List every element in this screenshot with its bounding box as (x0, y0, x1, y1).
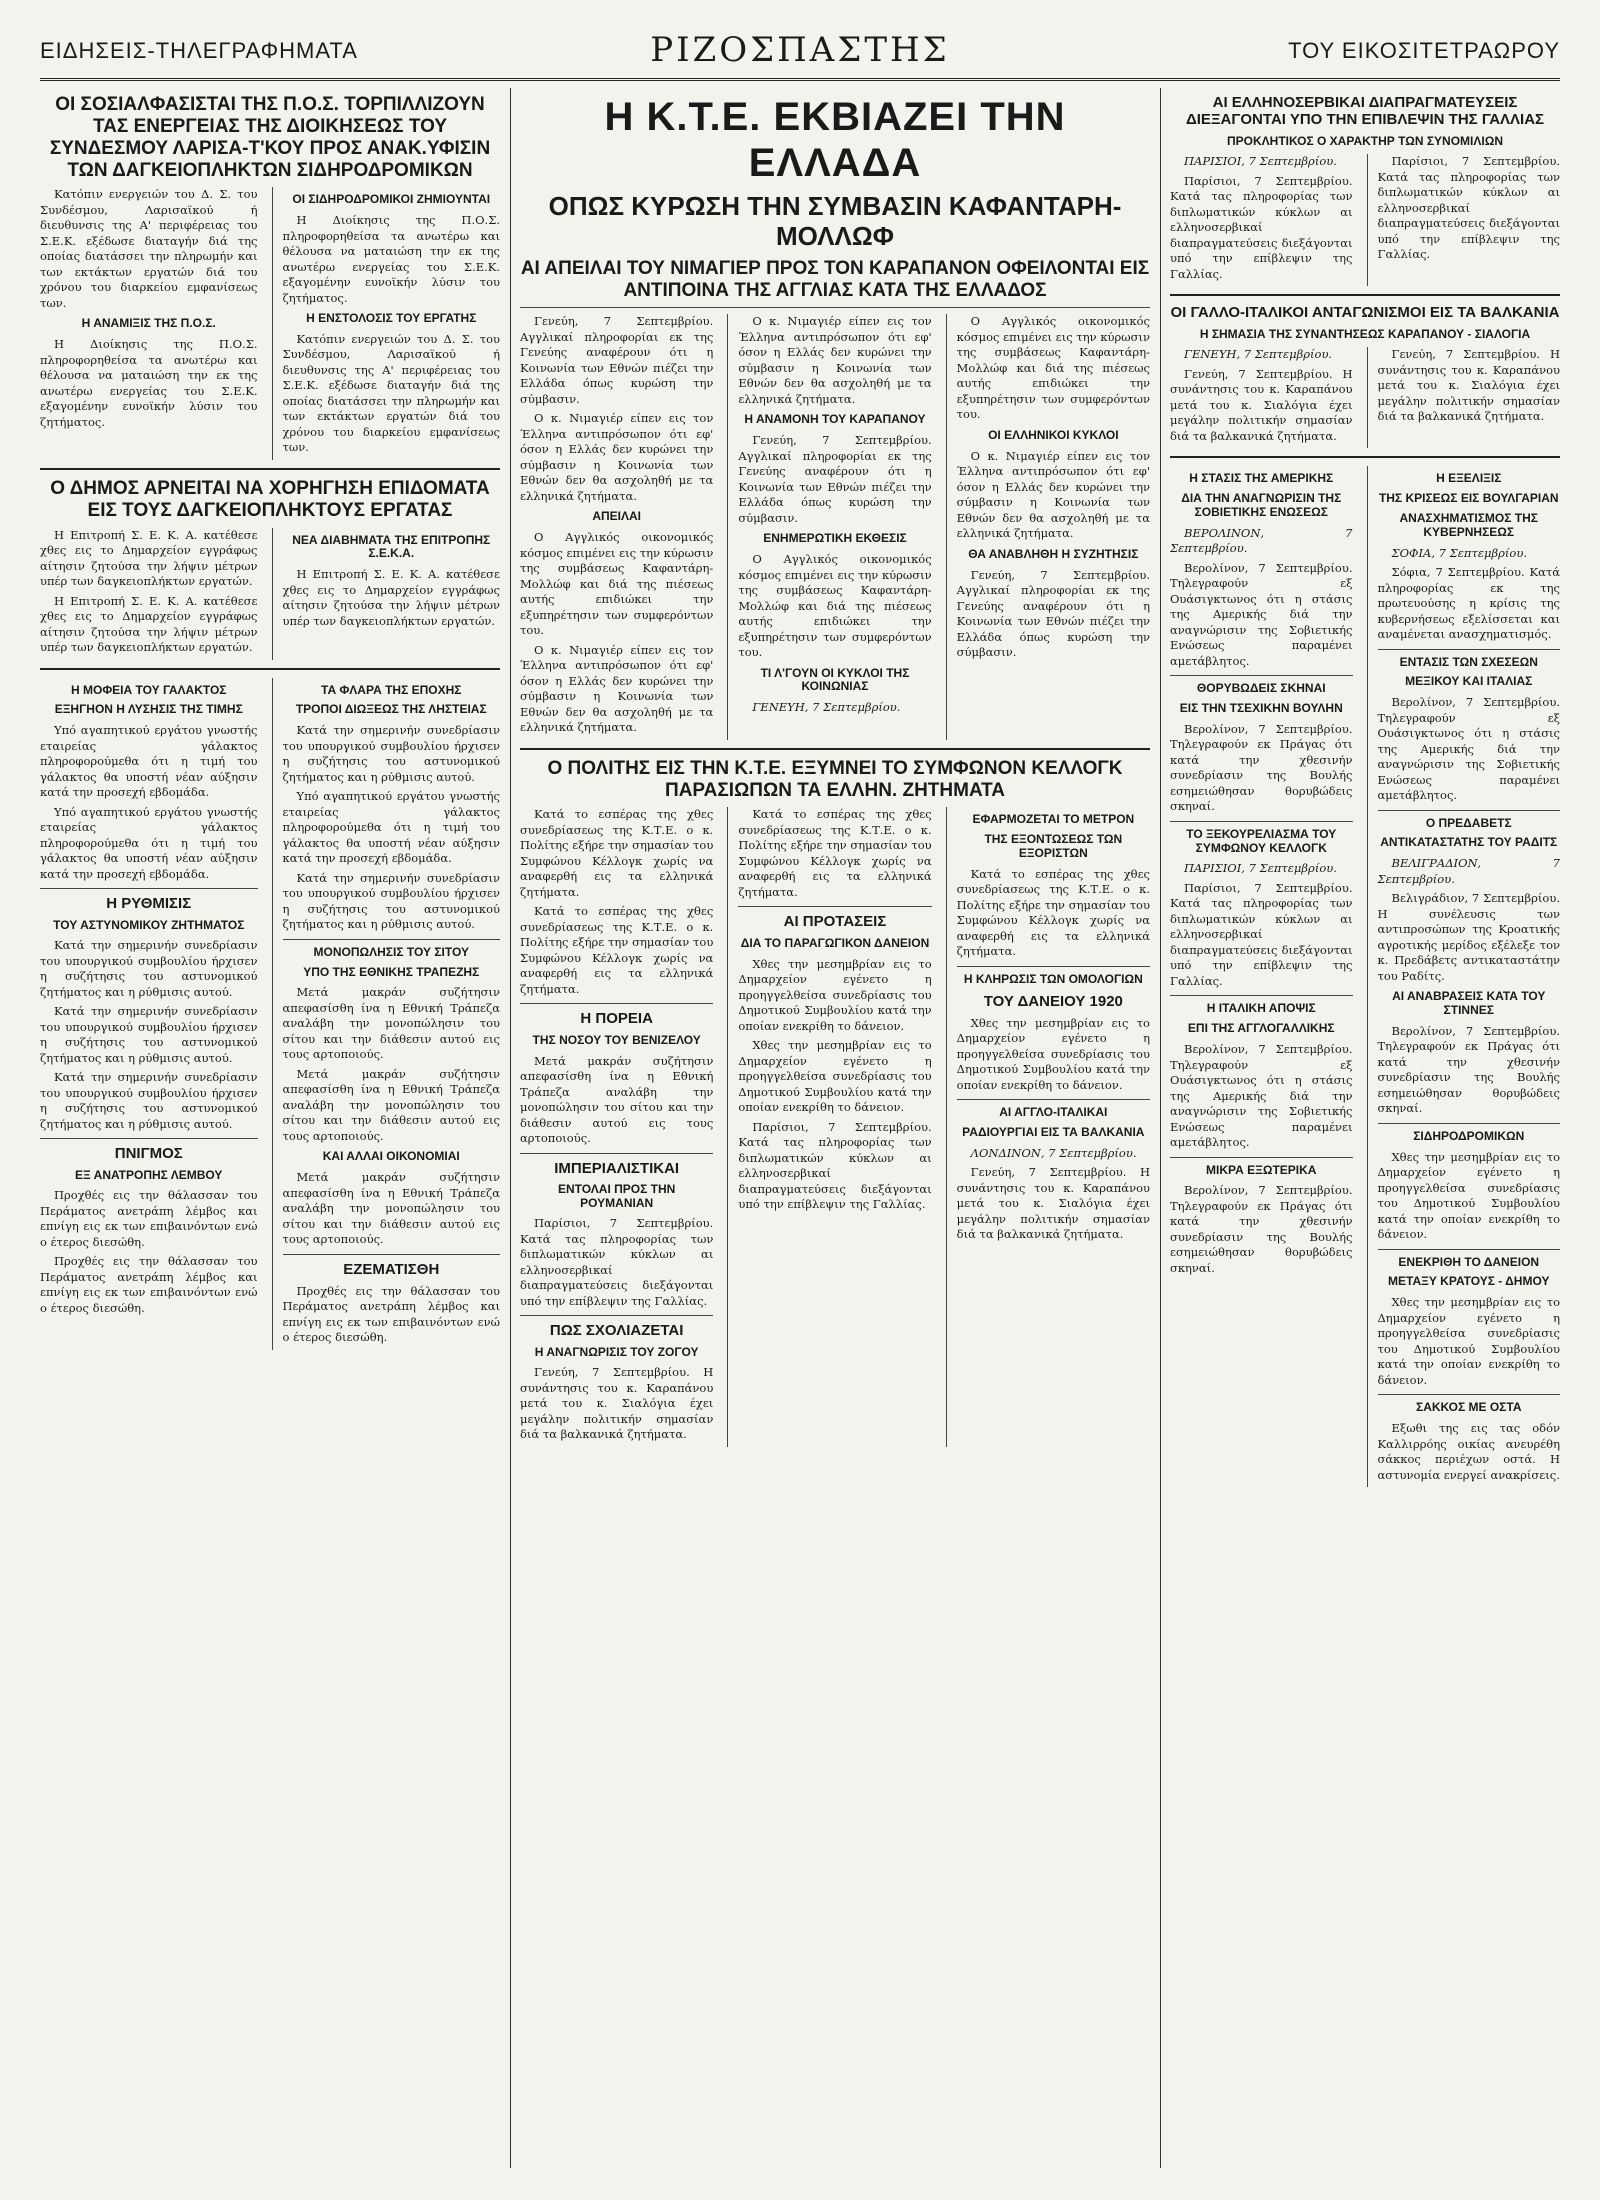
article-text: Ο Αγγλικός οικονομικός κόσμος επιμένει εις την κύρωσιν της συμβάσεως Καφαντάρη-Μολλώφ και διά της πιέσεως αυτής επιδιώκει την εξυπηρέτησιν των συμφερόντων του. (520, 530, 714, 638)
article-text: Χθες την μεσημβρίαν εις το Δημαρχείον εγένετο η προηγγελθείσα συνεδρίασις του Δημοτικού Συμβουλίου κατά την οποίαν ενεκρίθη το δάνειον. (1377, 1149, 1560, 1242)
article-headline: Η ΕΞΕΛΙΞΙΣ (1436, 471, 1502, 486)
section-label: ΕΙΔΗΣΕΙΣ-ΤΗΛΕΓΡΑΦΗΜΑΤΑ (40, 38, 358, 63)
article-headline: Ο ΔΗΜΟΣ ΑΡΝΕΙΤΑΙ ΝΑ ΧΟΡΗΓΗΣΗ ΕΠΙΔΟΜΑΤΑ ΕΙΣ ΤΟΥΣ ΔΑΓΚΕΙΟΠΛΗΚΤΟΥΣ ΕΡΓΑΤΑΣ (50, 477, 490, 521)
article-text: Γενεύη, 7 Σεπτεμβρίου. Η συνάντησις του κ. Καραπάνου μετά του κ. Σιαλόγια έχει μεγάλην πολιτικήν σημασίαν διά τα βαλκανικά ζητήματα. (956, 1165, 1150, 1242)
article-headline: ΠΩΣ ΣΧΟΛΙΑΖΕΤΑΙ (549, 1322, 684, 1340)
article-headline: ΠΝΙΓΜΟΣ (114, 1145, 183, 1163)
article-subhead: ΤΙ Λ'ΓΟΥΝ ΟΙ ΚΥΚΛΟΙ ΤΗΣ ΚΟΙΝΩΝΙΑΣ (760, 665, 910, 694)
dateline: ΒΕΡΟΛΙΝΟΝ, 7 Σεπτεμβρίου. (1170, 525, 1353, 556)
article-text: Υπό αγαπητικού εργάτου γνωστής εταιρείας γάλακτος πληροφορούμεθα ότι η τιμή του γάλακτος θα υποστή νέαν αύξησιν κατά την προσεχή εβδομάδα. (40, 804, 258, 881)
article-subhead: ΘΑ ΑΝΑΒΛΗΘΗ Η ΣΥΖΗΤΗΣΙΣ (968, 546, 1139, 561)
article-subhead: ΟΙ ΣΙΔΗΡΟΔΡΟΜΙΚΟΙ ΖΗΜΙΟΥΝΤΑΙ (292, 192, 491, 207)
article-headline: ΣΙΔΗΡΟΔΡΟΜΙΚΩΝ (1413, 1128, 1525, 1143)
article-text: Γενεύη, 7 Σεπτεμβρίου. Η συνάντησις του κ. Καραπάνου μετά του κ. Σιαλόγια έχει μεγάλην πολιτικήν σημασίαν διά τα βαλκανικά ζητήματα. (1170, 366, 1353, 443)
article-text: Παρίσιοι, 7 Σεπτεμβρίου. Κατά τας πληροφορίας των διπλωματικών κύκλων αι ελληνοσερβικαί διαπραγματεύσεις διεξάγονται υπό την επίβλεψιν της Γαλλίας. (738, 1119, 932, 1211)
article-headline: Η ΠΟΡΕΙΑ (580, 1010, 653, 1028)
article-text: Η Επιτροπή Σ. Ε. Κ. Α. κατέθεσε χθες εις το Δημαρχείον εγγράφως αίτησιν ζητούσα την λήψιν μέτρων υπέρ των δαγκειοπλήκτων εργατών. (40, 593, 258, 655)
dateline: ΠΑΡΙΣΙΟΙ, 7 Σεπτεμβρίου. (1184, 154, 1337, 169)
article-headline: ΕΝΕΚΡΙΘΗ ΤΟ ΔΑΝΕΙΟΝ (1398, 1254, 1540, 1269)
section-label-right: ΤΟΥ ΕΙΚΟΣΙΤΕΤΡΑΩΡΟΥ (1288, 38, 1560, 63)
article-text: Προχθές εις την θάλασσαν του Περάματος ανετράπη λέμβος και επνίγη εις εκ των επιβαινόντων ενώ ο έτερος διεσώθη. (40, 1254, 258, 1315)
article-headline: ΤΗΣ ΚΡΙΣΕΩΣ ΕΙΣ ΒΟΥΛΓΑΡΙΑΝ (1378, 491, 1559, 506)
article-headline: ΜΕΤΑΞΥ ΚΡΑΤΟΥΣ - ΔΗΜΟΥ (1388, 1274, 1550, 1289)
article-headline: ΑΝΤΙΚΑΤΑΣΤΑΤΗΣ ΤΟΥ ΡΑΔΙΤΣ (1380, 835, 1558, 850)
article-subhead: ΑΝΑΣΧΗΜΑΤΙΣΜΟΣ ΤΗΣ ΚΥΒΕΡΝΗΣΕΩΣ (1399, 510, 1538, 539)
dateline: ΓΕΝΕΥΗ, 7 Σεπτεμβρίου. (752, 700, 901, 715)
dateline: ΛΟΝΔΙΝΟΝ, 7 Σεπτεμβρίου. (970, 1145, 1137, 1160)
article-headline: ΕΞ ΑΝΑΤΡΟΠΗΣ ΛΕΜΒΟΥ (75, 1167, 223, 1182)
article-headline: ΔΙΑ ΤΗΝ ΑΝΑΓΝΩΡΙΣΙΝ ΤΗΣ ΣΟΒΙΕΤΙΚΗΣ ΕΝΩΣΕΩΣ (1181, 491, 1342, 519)
article-text: Η Διοίκησις της Π.Ο.Σ. πληροφορηθείσα τα ανωτέρω και θέλουσα να ματαιώση την εκ της ανωτέρω ενεργείας του Σ.Ε.Κ. εξαγομένην ευνοϊκήν λύσιν του ζητήματος. (282, 213, 500, 305)
article-headline: ΔΙΑ ΤΟ ΠΑΡΑΓΩΓΙΚΟΝ ΔΑΝΕΙΟΝ (740, 935, 930, 950)
article-text: Γενεύη, 7 Σεπτεμβρίου. Αγγλικαί πληροφορίαι εκ της Γενεύης αναφέρουν ότι η Κοινωνία των Εθνών πιέζει την Ελλάδα όπως κυρώση την σύμβασιν. (956, 567, 1150, 660)
article-text: Κατά την σημερινήν συνεδρίασιν του υπουργικού συμβουλίου ήρχισεν η συζήτησις του αστυνομικού ζητήματος και η ρύθμισις αυτού. (282, 723, 500, 784)
article-text: Παρίσιοι, 7 Σεπτεμβρίου. Κατά τας πληροφορίας των διπλωματικών κύκλων αι ελληνοσερβικαί διαπραγματεύσεις διεξάγονται υπό την επίβλεψιν της Γαλλίας. (1377, 154, 1560, 262)
masthead (40, 24, 1560, 81)
main-subhead: ΑΙ ΑΠΕΙΛΑΙ ΤΟΥ ΝΙΜΑΓΙΕΡ ΠΡΟΣ ΤΟΝ ΚΑΡΑΠΑΝΟΝ ΟΦΕΙΛΟΝΤΑΙ ΕΙΣ ΑΝΤΙΠΟΙΝΑ ΤΗΣ ΑΓΓΛΙΑΣ ΚΑΤΑ ΤΗΣ ΕΛΛΑΔΟΣ (520, 257, 1150, 301)
left-column (40, 88, 500, 2168)
article-text: Ο Αγγλικός οικονομικός κόσμος επιμένει εις την κύρωσιν της συμβάσεως Καφαντάρη-Μολλώφ και διά της πιέσεως αυτής επιδιώκει την εξυπηρέτησιν των συμφερόντων του. (738, 552, 932, 660)
article-headline: ΟΙ ΣΟΣΙΑΛΦΑΣΙΣΤΑΙ ΤΗΣ Π.Ο.Σ. ΤΟΡΠΙΛΛΙΖΟΥΝ ΤΑΣ ΕΝΕΡΓΕΙΑΣ ΤΗΣ ΔΙΟΙΚΗΣΕΩΣ ΤΟΥ ΣΥΝΔΕΣΜΟΥ ΛΑΡΙΣΑ-Τ'ΚΟΥ ΠΡΟΣ ΑΝΑΚ.ΥΦΙΣΙΝ ΤΩΝ ΔΑΓΚΕΙΟΠΛΗΚΤΩΝ ΣΙΔΗΡΟΔΡΟΜΙΚΩΝ (49, 94, 491, 181)
article-headline: ΤΟ ΞΕΚΟΥΡΕΛΙΑΣΜΑ ΤΟΥ ΣΥΜΦΩΝΟΥ ΚΕΛΛΟΓΚ (1186, 826, 1337, 855)
article-text: Υπό αγαπητικού εργάτου γνωστής εταιρείας γάλακτος πληροφορούμεθα ότι η τιμή του γάλακτος θα υποστή νέαν αύξησιν κατά την προσεχή εβδομάδα. (40, 723, 258, 800)
article-subhead: Η ΑΝΑΜΟΝΗ ΤΟΥ ΚΑΡΑΠΑΝΟΥ (744, 412, 926, 427)
article-text: Βερολίνον, 7 Σεπτεμβρίου. Τηλεγραφούν εξ Ουάσιγκτωνος ότι η στάσις της Αμερικής διά την αναγνώρισιν της Σοβιετικής Ενώσεως παραμένει αμετάβλητος. (1170, 1042, 1353, 1150)
article-text: Υπό αγαπητικού εργάτου γνωστής εταιρείας γάλακτος πληροφορούμεθα ότι η τιμή του γάλακτος θα υποστή νέαν αύξησιν κατά την προσεχή εβδομάδα. (282, 789, 500, 866)
article-text: Ο κ. Νιμαγιέρ είπεν εις τον Έλληνα αντιπρόσωπον ότι εφ' όσον η Ελλάς δεν κυρώνει την σύμβασιν η Κοινωνία των Εθνών δεν θα ασχοληθή με τα ελληνικά ζητήματα. (956, 448, 1150, 541)
center-column (520, 88, 1150, 2168)
newspaper-page (40, 24, 1560, 2174)
article-text: Κατά την σημερινήν συνεδρίασιν του υπουργικού συμβουλίου ήρχισεν η συζήτησις του αστυνομικού ζητήματος και η ρύθμισις αυτού. (40, 1004, 258, 1065)
article-headline: ΤΗΣ ΕΞΟΝΤΩΣΕΩΣ ΤΩΝ ΕΞΟΡΙΣΤΩΝ (984, 832, 1123, 861)
article-text: Κατά το εσπέρας της χθες συνεδρίασεως της Κ.Τ.Ε. ο κ. Πολίτης εξήρε την σημασίαν του Συμφώνου Κέλλογκ χωρίς να αναφερθή εις τα ελληνικά ζητήματα. (738, 807, 932, 899)
column-rule (510, 88, 511, 2168)
article-text: Κατά το εσπέρας της χθες συνεδρίασεως της Κ.Τ.Ε. ο κ. Πολίτης εξήρε την σημασίαν του Συμφώνου Κέλλογκ χωρίς να αναφερθή εις τα ελληνικά ζητήματα. (520, 904, 714, 996)
article-headline: Η ΑΝΑΓΝΩΡΙΣΙΣ ΤΟΥ ΖΟΓΟΥ (534, 1344, 699, 1359)
article-headline: Ο ΠΟΛΙΤΗΣ ΕΙΣ ΤΗΝ Κ.Τ.Ε. ΕΞΥΜΝΕΙ ΤΟ ΣΥΜΦΩΝΟΝ ΚΕΛΛΟΓΚ ΠΑΡΑΣΙΩΠΩΝ ΤΑ ΕΛΛΗΝ. ΖΗΤΗΜΑΤΑ (547, 757, 1123, 801)
article-text: Χθες την μεσημβρίαν εις το Δημαρχείον εγένετο η προηγγελθείσα συνεδρίασις του Δημοτικού Συμβουλίου κατά την οποίαν ενεκρίθη το δάνειον. (956, 1015, 1150, 1092)
article-subhead: ΠΡΟΚΛΗΤΙΚΟΣ Ο ΧΑΡΑΚΤΗΡ ΤΩΝ ΣΥΝΟΜΙΛΙΩΝ (1227, 133, 1503, 148)
article-text: Χθες την μεσημβρίαν εις το Δημαρχείον εγένετο η προηγγελθείσα συνεδρίασις του Δημοτικού Συμβουλίου κατά την οποίαν ενεκρίθη το δάνειον. (738, 1038, 932, 1114)
article-headline: ΜΟΝΟΠΩΛΗΣΙΣ ΤΟΥ ΣΙΤΟΥ (313, 944, 469, 959)
article-text: Βερολίνον, 7 Σεπτεμβρίου. Τηλεγραφούν εκ Πράγας ότι κατά την χθεσινήν συνεδρίασιν της Βουλής εσημειώθησαν θορυβώδεις σκηναί. (1170, 721, 1353, 814)
article-headline: Η ΡΥΘΜΙΣΙΣ (106, 895, 192, 913)
article-subhead: ΕΝΗΜΕΡΩΤΙΚΗ ΕΚΘΕΣΙΣ (763, 531, 907, 546)
article-text: Ο κ. Νιμαγιέρ είπεν εις τον Έλληνα αντιπρόσωπον ότι εφ' όσον η Ελλάς δεν κυρώνει την σύμβασιν η Κοινωνία των Εθνών δεν θα ασχοληθή με τα ελληνικά ζητήματα. (738, 314, 932, 406)
article-text: Προχθές εις την θάλασσαν του Περάματος ανετράπη λέμβος και επνίγη εις εκ των επιβαινόντων ενώ ο έτερος διεσώθη. (40, 1188, 258, 1249)
article-headline: Η ΚΛΗΡΩΣΙΣ ΤΩΝ ΟΜΟΛΟΓΙΩΝ (963, 971, 1143, 986)
article-headline: ΘΟΡΥΒΩΔΕΙΣ ΣΚΗΝΑΙ (1196, 681, 1326, 696)
article-text: Χθες την μεσημβρίαν εις το Δημαρχείον εγένετο η προηγγελθείσα συνεδρίασις του Δημοτικού Συμβουλίου κατά την οποίαν ενεκρίθη το δάνειον. (738, 956, 932, 1033)
article-subhead: Η ΑΝΑΜΙΞΙΣ ΤΗΣ Π.Ο.Σ. (81, 316, 216, 331)
article-text: Προχθές εις την θάλασσαν του Περάματος ανετράπη λέμβος και επνίγη εις εκ των επιβαινόντων ενώ ο έτερος διεσώθη. (282, 1283, 500, 1345)
article-text: Εξωθι της εις τας οδόν Καλλιρρόης οικίας ανευρέθη σάκκος περιέχων οστά. Η αστυνομία ενεργεί ανακρίσεις. (1377, 1421, 1560, 1482)
article-text: Γενεύη, 7 Σεπτεμβρίου. Αγγλικαί πληροφορίαι εκ της Γενεύης αναφέρουν ότι η Κοινωνία των Εθνών πιέζει την Ελλάδα όπως κυρώση την σύμβασιν. (520, 314, 714, 406)
article-text: Κατά την σημερινήν συνεδρίασιν του υπουργικού συμβουλίου ήρχισεν η συζήτησις του αστυνομικού ζητήματος και η ρύθμισις αυτού. (40, 938, 258, 999)
article-headline: Η ΣΤΑΣΙΣ ΤΗΣ ΑΜΕΡΙΚΗΣ (1189, 471, 1334, 486)
article-text: Μετά μακράν συζήτησιν απεφασίσθη ίνα η Εθνική Τράπεζα αναλάβη την μονοπώλησιν του σίτου και την διάθεσιν αυτού εις τους αρτοποιούς. (282, 985, 500, 1062)
article-headline: ΤΡΟΠΟΙ ΔΙΩΞΕΩΣ ΤΗΣ ΛΗΣΤΕΙΑΣ (295, 702, 487, 717)
article-headline: ΤΟΥ ΔΑΝΕΙΟΥ 1920 (983, 992, 1123, 1010)
article-text: Η Διοίκησις της Π.Ο.Σ. πληροφορηθείσα τα ανωτέρω και θέλουσα να ματαιώση την εκ της ανωτέρω ενεργείας του Σ.Ε.Κ. εξαγομένην ευνοϊκήν λύσιν του ζητήματος. (40, 337, 258, 429)
dateline: ΣΟΦΙΑ, 7 Σεπτεμβρίου. (1391, 545, 1527, 560)
article-text: Γενεύη, 7 Σεπτεμβρίου. Η συνάντησις του κ. Καραπάνου μετά του κ. Σιαλόγια έχει μεγάλην πολιτικήν σημασίαν διά τα βαλκανικά ζητήματα. (520, 1365, 714, 1442)
article-text: Σόφια, 7 Σεπτεμβρίου. Κατά πληροφορίας εκ της πρωτευούσης η κρίσις της κυβερνήσεως εξελίσσεται και αναμένεται ανασχηματισμός. (1377, 565, 1560, 642)
article-headline: ΡΑΔΙΟΥΡΓΙΑΙ ΕΙΣ ΤΑ ΒΑΛΚΑΝΙΑ (962, 1125, 1145, 1140)
article-headline: ΜΙΚΡΑ ΕΞΩΤΕΡΙΚΑ (1206, 1162, 1317, 1177)
article-text: Η Επιτροπή Σ. Ε. Κ. Α. κατέθεσε χθες εις το Δημαρχείον εγγράφως αίτησιν ζητούσα την λήψιν μέτρων υπέρ των δαγκειοπλήκτων εργατών. (40, 527, 258, 589)
article-text: Η Επιτροπή Σ. Ε. Κ. Α. κατέθεσε χθες εις το Δημαρχείον εγγράφως αίτησιν ζητούσα την λήψιν μέτρων υπέρ των δαγκειοπλήκτων εργατών. (282, 567, 500, 628)
dateline: ΓΕΝΕΥΗ, 7 Σεπτεμβρίου. (1184, 347, 1333, 362)
article-text: Βερολίνον, 7 Σεπτεμβρίου. Τηλεγραφούν εκ Πράγας ότι κατά την χθεσινήν συνεδρίασιν της Βουλής εσημειώθησαν θορυβώδεις σκηναί. (1377, 1023, 1560, 1116)
article-text: Βερολίνον, 7 Σεπτεμβρίου. Τηλεγραφούν εκ Πράγας ότι κατά την χθεσινήν συνεδρίασιν της Βουλής εσημειώθησαν θορυβώδεις σκηναί. (1170, 1183, 1353, 1275)
article-headline: ΙΜΠΕΡΙΑΛΙΣΤΙΚΑΙ (554, 1159, 680, 1177)
article-text: Κατά το εσπέρας της χθες συνεδρίασεως της Κ.Τ.Ε. ο κ. Πολίτης εξήρε την σημασίαν του Συμφώνου Κέλλογκ χωρίς να αναφερθή εις τα ελληνικά ζητήματα. (956, 866, 1150, 959)
article-headline: ΕΝΤΟΛΑΙ ΠΡΟΣ ΤΗΝ ΡΟΥΜΑΝΙΑΝ (557, 1181, 676, 1210)
article-subhead: Η ΣΗΜΑΣΙΑ ΤΗΣ ΣΥΝΑΝΤΗΣΕΩΣ ΚΑΡΑΠΑΝΟΥ - ΣΙΑΛΟΓΙΑ (1199, 326, 1531, 341)
article-text: Βερολίνον, 7 Σεπτεμβρίου. Τηλεγραφούν εξ Ουάσιγκτωνος ότι η στάσις της Αμερικής διά την αναγνώρισιν της Σοβιετικής Ενώσεως παραμένει αμετάβλητος. (1377, 695, 1560, 803)
article-headline: ΟΙ ΓΑΛΛΟ-ΙΤΑΛΙΚΟΙ ΑΝΤΑΓΩΝΙΣΜΟΙ ΕΙΣ ΤΑ ΒΑΛΚΑΝΙΑ (1170, 304, 1560, 322)
article-text: Ο κ. Νιμαγιέρ είπεν εις τον Έλληνα αντιπρόσωπον ότι εφ' όσον η Ελλάς δεν κυρώνει την σύμβασιν η Κοινωνία των Εθνών δεν θα ασχοληθή με τα ελληνικά ζητήματα. (520, 411, 714, 503)
article-text: Ο Αγγλικός οικονομικός κόσμος επιμένει εις την κύρωσιν της συμβάσεως Καφαντάρη-Μολλώφ και διά της πιέσεως αυτής επιδιώκει την εξυπηρέτησιν των συμφερόντων του. (956, 314, 1150, 422)
article-headline: Η ΙΤΑΛΙΚΗ ΑΠΟΨΙΣ (1206, 1001, 1316, 1016)
article-text: Γενεύη, 7 Σεπτεμβρίου. Αγγλικαί πληροφορίαι εκ της Γενεύης αναφέρουν ότι η Κοινωνία των Εθνών πιέζει την Ελλάδα όπως κυρώση την σύμβασιν. (738, 433, 932, 525)
article-headline: ΕΦΑΡΜΟΖΕΤΑΙ ΤΟ ΜΕΤΡΟΝ (972, 812, 1135, 827)
article-subhead: Η ΕΝΣΤΟΛΟΣΙΣ ΤΟΥ ΕΡΓΑΤΗΣ (306, 311, 477, 326)
right-column (1170, 88, 1560, 2168)
article-text: Παρίσιοι, 7 Σεπτεμβρίου. Κατά τας πληροφορίας των διπλωματικών κύκλων αι ελληνοσερβικαί διαπραγματεύσεις διεξάγονται υπό την επίβλεψιν της Γαλλίας. (520, 1216, 714, 1308)
article-headline: ΤΟΥ ΑΣΤΥΝΟΜΙΚΟΥ ΖΗΤΗΜΑΤΟΣ (53, 917, 245, 932)
article-text: Κατόπιν ενεργειών του Δ. Σ. του Συνδέσμου, Λαρισαϊκού ή διευθυνσις της Α' περιφέρειας του Σ.Ε.Κ. εξέδωσε διαταγήν διά της οποίας διατάσσει την πληρωμήν και των εκτάκτων εργατών διά του χρόνου του διαρκείου εμφανίσεως των. (40, 187, 258, 310)
article-headline: ΑΙ ΕΛΛΗΝΟΣΕΡΒΙΚΑΙ ΔΙΑΠΡΑΓΜΑΤΕΥΣΕΙΣ ΔΙΕΞΑΓΟΝΤΑΙ ΥΠΟ ΤΗΝ ΕΠΙΒΛΕΨΙΝ ΤΗΣ ΓΑΛΛΙΑΣ (1185, 94, 1545, 129)
column-rule (1160, 88, 1161, 2168)
main-headline: Η Κ.Τ.Ε. ΕΚΒΙΑΖΕΙ ΤΗΝ ΕΛΛΑΔΑ (604, 95, 1066, 185)
article-headline: ΤΗΣ ΝΟΣΟΥ ΤΟΥ ΒΕΝΙΖΕΛΟΥ (532, 1032, 701, 1047)
article-text: Ο κ. Νιμαγιέρ είπεν εις τον Έλληνα αντιπρόσωπον ότι εφ' όσον η Ελλάς δεν κυρώνει την σύμβασιν η Κοινωνία των Εθνών δεν θα ασχοληθή με τα ελληνικά ζητήματα. (520, 642, 714, 735)
article-headline: ΕΠΙ ΤΗΣ ΑΓΓΛΟΓΑΛΛΙΚΗΣ (1187, 1021, 1335, 1036)
article-subhead: ΟΙ ΕΛΛΗΝΙΚΟΙ ΚΥΚΛΟΙ (988, 427, 1119, 442)
article-headline: ΤΑ ΦΛΑΡΑ ΤΗΣ ΕΠΟΧΗΣ (321, 682, 462, 697)
article-text: Παρίσιοι, 7 Σεπτεμβρίου. Κατά τας πληροφορίας των διπλωματικών κύκλων αι ελληνοσερβικαί διαπραγματεύσεις διεξάγονται υπό την επίβλεψιν της Γαλλίας. (1170, 173, 1353, 281)
article-text: Κατά το εσπέρας της χθες συνεδρίασεως της Κ.Τ.Ε. ο κ. Πολίτης εξήρε την σημασίαν του Συμφώνου Κέλλογκ χωρίς να αναφερθή εις τα ελληνικά ζητήματα. (520, 807, 714, 899)
article-headline: ΥΠΟ ΤΗΣ ΕΘΝΙΚΗΣ ΤΡΑΠΕΖΗΣ (303, 964, 480, 979)
article-text: Βελιγράδιον, 7 Σεπτεμβρίου. Η συνέλευσις των αντιπροσώπων της Κροατικής αγροτικής μερίδος εξέλεξε τον κ. Πρεδάβετς αντικαταστάτην του Ραδίτς. (1377, 891, 1560, 983)
article-subhead: ΝΕΑ ΔΙΑΒΗΜΑΤΑ ΤΗΣ ΕΠΙΤΡΟΠΗΣ Σ.Ε.Κ.Α. (292, 532, 491, 561)
article-text: Γενεύη, 7 Σεπτεμβρίου. Η συνάντησις του κ. Καραπάνου μετά του κ. Σιαλόγια έχει μεγάλην πολιτικήν σημασίαν διά τα βαλκανικά ζητήματα. (1377, 347, 1560, 424)
article-text: Βερολίνον, 7 Σεπτεμβρίου. Τηλεγραφούν εξ Ουάσιγκτωνος ότι η στάσις της Αμερικής διά την αναγνώρισιν της Σοβιετικής Ενώσεως παραμένει αμετάβλητος. (1170, 560, 1353, 668)
article-headline: ΕΖΕΜΑΤΙΣΘΗ (343, 1260, 440, 1278)
article-headline: ΜΕΞΙΚΟΥ ΚΑΙ ΙΤΑΛΙΑΣ (1405, 674, 1533, 689)
article-headline: ΣΑΚΚΟΣ ΜΕ ΟΣΤΑ (1416, 1400, 1522, 1415)
article-text: Χθες την μεσημβρίαν εις το Δημαρχείον εγένετο η προηγγελθείσα συνεδρίασις του Δημοτικού Συμβουλίου κατά την οποίαν ενεκρίθη το δάνειον. (1377, 1295, 1560, 1387)
article-text: Μετά μακράν συζήτησιν απεφασίσθη ίνα η Εθνική Τράπεζα αναλάβη την μονοπώλησιν του σίτου και την διάθεσιν αυτού εις τους αρτοποιούς. (282, 1066, 500, 1143)
article-headline: Ο ΠΡΕΔΑΒΕΤΣ (1425, 815, 1512, 830)
article-headline: ΑΙ ΠΡΟΤΑΣΕΙΣ (783, 913, 887, 931)
article-text: Κατά την σημερινήν συνεδρίασιν του υπουργικού συμβουλίου ήρχισεν η συζήτησις του αστυνομικού ζητήματος και η ρύθμισις αυτού. (282, 870, 500, 932)
article-headline: Η ΜΟΦΕΙΑ ΤΟΥ ΓΑΛΑΚΤΟΣ (70, 682, 227, 697)
main-headline-2: ΟΠΩΣ ΚΥΡΩΣΗ ΤΗΝ ΣΥΜΒΑΣΙΝ ΚΑΦΑΝΤΑΡΗ-ΜΟΛΛΩΦ (548, 191, 1122, 251)
article-headline: ΕΞΗΓΗΟΝ Η ΛΥΣΗΣΙΣ ΤΗΣ ΤΙΜΗΣ (54, 702, 243, 717)
dateline: ΠΑΡΙΣΙΟΙ, 7 Σεπτεμβρίου. (1184, 861, 1337, 876)
article-headline: ΚΑΙ ΑΛΛΑΙ ΟΙΚΟΝΟΜΙΑΙ (322, 1149, 460, 1164)
dateline: ΒΕΛΙΓΡΑΔΙΟΝ, 7 Σεπτεμβρίου. (1377, 856, 1560, 886)
article-text: Κατά την σημερινήν συνεδρίασιν του υπουργικού συμβουλίου ήρχισεν η συζήτησις του αστυνομικού ζητήματος και η ρύθμισις αυτού. (40, 1070, 258, 1131)
article-subhead: ΑΠΕΙΛΑΙ (592, 509, 641, 524)
article-headline: ΑΙ ΑΓΓΛΟ-ΙΤΑΛΙΚΑΙ (999, 1105, 1108, 1120)
article-headline: ΑΙ ΑΝΑΒΡΑΣΕΙΣ ΚΑΤΑ ΤΟΥ ΣΤΙΝΝΕΣ (1392, 989, 1546, 1018)
article-headline: ΕΙΣ ΤΗΝ ΤΣΕΧΙΚΗΝ ΒΟΥΛΗΝ (1179, 701, 1343, 716)
article-text: Κατόπιν ενεργειών του Δ. Σ. του Συνδέσμου, Λαρισαϊκού ή διευθυνσις της Α' περιφέρειας του Σ.Ε.Κ. εξέδωσε διαταγήν διά της οποίας διατάσσει την πληρωμήν και των εκτάκτων εργατών διά του χρόνου του διαρκείου εμφανίσεως των. (282, 331, 500, 455)
article-headline: ΕΝΤΑΣΙΣ ΤΩΝ ΣΧΕΣΕΩΝ (1399, 654, 1538, 669)
article-text: Μετά μακράν συζήτησιν απεφασίσθη ίνα η Εθνική Τράπεζα αναλάβη την μονοπώλησιν του σίτου και την διάθεσιν αυτού εις τους αρτοποιούς. (520, 1053, 714, 1145)
article-text: Μετά μακράν συζήτησιν απεφασίσθη ίνα η Εθνική Τράπεζα αναλάβη την μονοπώλησιν του σίτου και την διάθεσιν αυτού εις τους αρτοποιούς. (282, 1170, 500, 1247)
article-text: Παρίσιοι, 7 Σεπτεμβρίου. Κατά τας πληροφορίας των διπλωματικών κύκλων αι ελληνοσερβικαί διαπραγματεύσεις διεξάγονται υπό την επίβλεψιν της Γαλλίας. (1170, 880, 1353, 988)
newspaper-title: ΡΙΖΟΣΠΑΣΤΗΣ (650, 30, 950, 70)
